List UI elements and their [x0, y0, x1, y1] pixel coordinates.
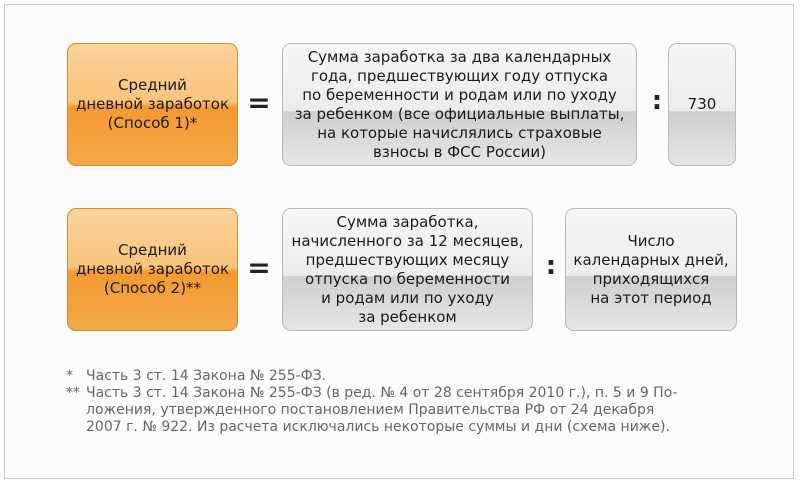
- footnote-1-mark: *: [66, 368, 73, 384]
- twelve-month-earnings-box: [282, 208, 533, 331]
- calendar-days-box: [565, 208, 737, 331]
- footnote-1-text: Часть 3 ст. 14 Закона № 255-ФЗ.: [86, 368, 327, 384]
- footnote-1: [66, 368, 766, 385]
- divisor-730-text: 730: [687, 95, 717, 113]
- equals-sign-1: =: [247, 86, 271, 119]
- footnote-2-text: Часть 3 ст. 14 Закона № 255-ФЗ (в ред. № 4 от 28 сентября 2010 г.), п. 5 и 9 По- ложения, утвержденного постановлением Правительства РФ от 24 декабря 2007 г. № 922. Из расчета исключались некоторые суммы и дни (схема ниже).: [86, 385, 678, 435]
- divisor-730-box: [668, 43, 736, 166]
- twelve-month-earnings-text: Сумма заработка, начисленного за 12 месяцев, предшествующих месяцу отпуска по беременности и родам или по уходу за ребенком: [291, 212, 524, 326]
- two-year-earnings-box: [282, 43, 637, 166]
- footnote-2-mark: **: [66, 385, 80, 401]
- two-year-earnings-text: Сумма заработка за два календарных года, предшествующих году отпуска по беременности и родам или по уходу за ребенком (все официальные выплаты, на которые начислялись страховые взносы в ФСС России): [294, 47, 625, 161]
- avg-daily-earnings-method2-box: [67, 208, 238, 331]
- method1-label: Средний дневной заработок (Способ 1)*: [75, 76, 230, 132]
- divide-sign-1: :: [651, 86, 663, 116]
- footnote-2: [66, 385, 766, 436]
- equals-sign-2: =: [247, 251, 271, 284]
- avg-daily-earnings-method1-box: [67, 43, 238, 166]
- calendar-days-text: Число календарных дней, приходящихся на этот период: [573, 231, 729, 307]
- method2-label: Средний дневной заработок (Способ 2)**: [75, 241, 230, 297]
- divide-sign-2: :: [545, 251, 557, 281]
- footnotes: [66, 368, 766, 436]
